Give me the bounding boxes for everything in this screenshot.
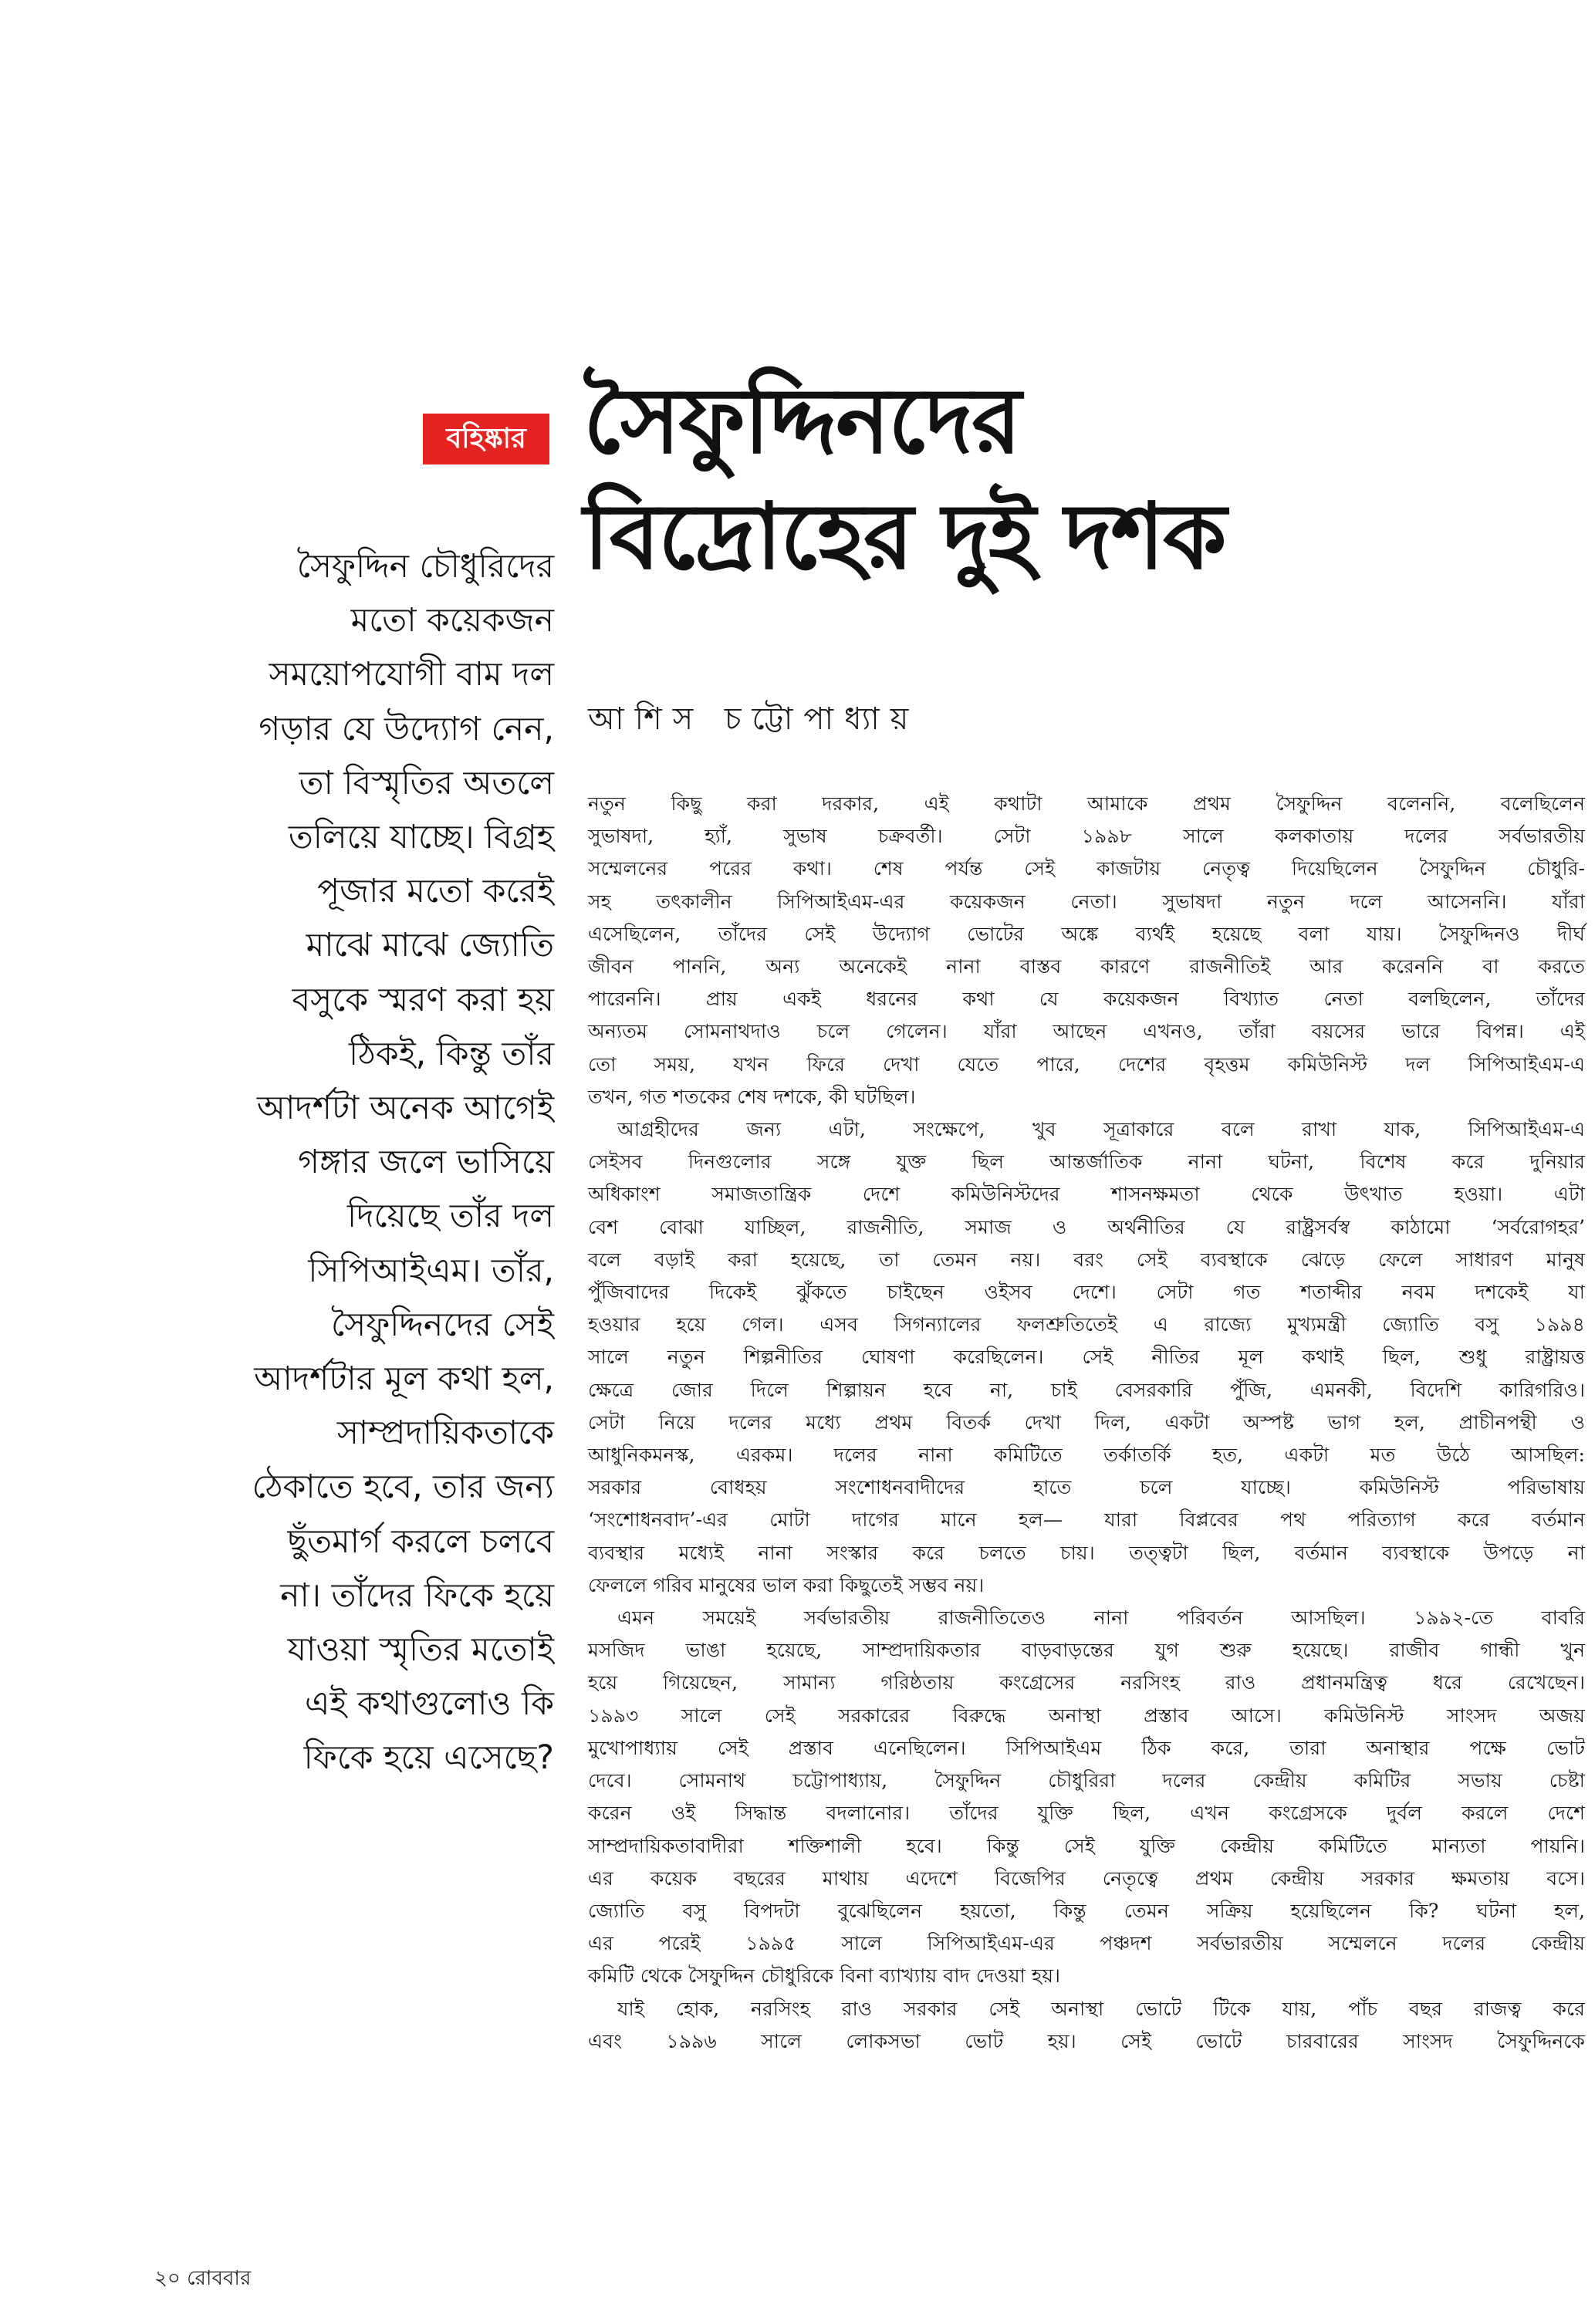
- pull-quote-line: আদর্শটার মূল কথা হল,: [254, 1360, 554, 1399]
- pull-quote-line: দিয়েছে তাঁর দল: [346, 1197, 554, 1236]
- pull-quote-line: পূজার মতো করেই: [317, 873, 554, 911]
- pull-quote-line: ছুঁতমার্গ করলে চলবে: [287, 1522, 554, 1561]
- pull-quote-line: মাঝে মাঝে জ্যোতি: [306, 927, 554, 965]
- article-line: ‘সংশোধনবাদ’-এর মোটা দাগের মানে হল— যারা বিপ্লবের পথ পরিত্যাগ করে বর্তমান: [588, 1508, 1585, 1532]
- article-line: এর কয়েক বছরের মাথায় এদেশে বিজেপির নেতৃত্বে প্রথম কেন্দ্রীয় সরকার ক্ষমতায় বসে।: [588, 1866, 1585, 1890]
- pull-quote-line: বসুকে স্মরণ করা হয়: [292, 981, 554, 1019]
- article-line: পারেননি। প্রায় একই ধরনের কথা যে কয়েকজন বিখ্যাত নেতা বলছিলেন, তাঁদের: [588, 988, 1585, 1011]
- pull-quote-line: সৈফুদ্দিন চৌধুরিদের: [296, 548, 554, 586]
- article-line: এবং ১৯৯৬ সালে লোকসভা ভোট হয়। সেই ভোটে চারবারের সাংসদ সৈফুদ্দিনকে: [588, 2029, 1585, 2052]
- pull-quote-line: গঙ্গার জলে ভাসিয়ে: [298, 1143, 554, 1182]
- article-line: সালে নতুন শিল্পনীতির ঘোষণা করেছিলেন। সেই নীতির মূল কথাই ছিল, শুধু রাষ্ট্রায়ত্ত: [588, 1346, 1585, 1369]
- article-line: আগ্রহীদের জন্য এটা, সংক্ষেপে, খুব সূত্রাকারে বলে রাখা যাক, সিপিআইএম-এ: [617, 1118, 1585, 1141]
- article-line: ১৯৯৩ সালে সেই সরকারের বিরুদ্ধে অনাস্থা প্রস্তাব আসে। কমিউনিস্ট সাংসদ অজয়: [588, 1704, 1585, 1727]
- pull-quote-line: সময়োপযোগী বাম দল: [269, 656, 554, 694]
- article-line: নতুন কিছু করা দরকার, এই কথাটা আমাকে প্রথম সৈফুদ্দিন বলেননি, বলেছিলেন: [588, 792, 1585, 815]
- article-line: ব্যবস্থার মধ্যেই নানা সংস্কার করে চলতে চায়। তত্ত্বটা ছিল, বর্তমান ব্যবস্থাকে উপড়ে না: [588, 1541, 1585, 1564]
- article-line: সেটা নিয়ে দলের মধ্যে প্রথম বিতর্ক দেখা দিল, একটা অস্পষ্ট ভাগ হল, প্রাচীনপন্থী ও: [588, 1410, 1585, 1434]
- article-line: আধুনিকমনস্ক, এরকম। দলের নানা কমিটিতে তর্কাতর্কি হত, একটা মত উঠে আসছিল:: [588, 1444, 1585, 1467]
- pull-quote-line: সাম্প্রদায়িকতাকে: [336, 1414, 554, 1453]
- pull-quote-line: ঠিকই, কিন্তু তাঁর: [348, 1035, 554, 1073]
- pull-quote: [131, 540, 554, 1786]
- article-line: এর পরেই ১৯৯৫ সালে সিপিআইএম-এর পঞ্চদশ সর্বভারতীয় সম্মেলনে দলের কেন্দ্রীয়: [588, 1932, 1585, 1955]
- pull-quote-line: এই কথাগুলোও কি: [305, 1685, 554, 1724]
- article-line: বেশ বোঝা যাচ্ছিল, রাজনীতি, সমাজ ও অর্থনীতির যে রাষ্ট্রসর্বস্ব কাঠামো ‘সর্বরোগহর’: [588, 1215, 1585, 1238]
- headline-line: বিদ্রোহের দুই দশক: [583, 482, 1225, 589]
- page-folio: ২০ রোববার: [154, 2267, 252, 2290]
- article-line: করেন ওই সিদ্ধান্ত বদলানোর। তাঁদের যুক্তি ছিল, এখন কংগ্রেসকে দুর্বল করলে দেশে: [588, 1802, 1585, 1825]
- pull-quote-line: সৈফুদ্দিনদের সেই: [330, 1306, 554, 1344]
- article-line: জ্যোতি বসু বিপদটা বুঝেছিলেন হয়তো, কিন্তু তেমন সক্রিয় হয়েছিলেন কি? ঘটনা হল,: [588, 1899, 1585, 1922]
- article-line: দেবে। সোমনাথ চট্টোপাধ্যায়, সৈফুদ্দিন চৌধুরিরা দলের কেন্দ্রীয় কমিটির সভায় চেষ্টা: [588, 1769, 1585, 1792]
- pull-quote-line: ঠেকাতে হবে, তার জন্য: [252, 1468, 554, 1507]
- article-line: সেইসব দিনগুলোর সঙ্গে যুক্ত ছিল আন্তর্জাতিক নানা ঘটনা, বিশেষ করে দুনিয়ার: [588, 1150, 1585, 1174]
- pull-quote-line: তা বিস্মৃতির অতলে: [299, 764, 554, 802]
- article-line: সম্মেলনের পরের কথা। শেষ পর্যন্ত সেই কাজটায় নেতৃত্ব দিয়েছিলেন সৈফুদ্দিন চৌধুরি-: [588, 857, 1585, 880]
- article-line: এসেছিলেন, তাঁদের সেই উদ্যোগ ভোটের অঙ্কে ব্যর্থই হয়েছে বলা যায়। সৈফুদ্দিনও দীর্ঘ: [588, 922, 1585, 945]
- pull-quote-line: সিপিআইএম। তাঁর,: [308, 1252, 554, 1290]
- article-line: মুখোপাধ্যায় সেই প্রস্তাব এনেছিলেন। সিপিআইএম ঠিক করে, তারা অনাস্থার পক্ষে ভোট: [588, 1736, 1585, 1759]
- headline: [583, 363, 1579, 594]
- article-line: যাই হোক, নরসিংহ রাও সরকার সেই অনাস্থা ভোটে টিকে যায়, পাঁচ বছর রাজত্ব করে: [617, 1997, 1585, 2020]
- pull-quote-line: ফিকে হয়ে এসেছে?: [303, 1739, 554, 1778]
- article-line: অন্যতম সোমনাথদাও চলে গেলেন। যাঁরা আছেন এখনও, তাঁরা বয়সের ভারে বিপন্ন। এই: [588, 1020, 1585, 1043]
- article-body: [588, 788, 1585, 2058]
- article-line: হওয়ার হয়ে গেল। এসব সিগন্যালের ফলশ্রুতিতেই এ রাজ্যে মুখ্যমন্ত্রী জ্যোতি বসু ১৯৯৪: [588, 1313, 1585, 1336]
- headline-line: সৈফুদ্দিনদের: [583, 367, 1020, 474]
- pull-quote-line: আদর্শটা অনেক আগেই: [256, 1089, 554, 1128]
- article-line: মসজিদ ভাঙা হয়েছে, সাম্প্রদায়িকতার বাড়বাড়ন্তের যুগ শুরু হয়েছে। রাজীব গান্ধী খুন: [588, 1639, 1585, 1662]
- byline: আশিস চট্টোপাধ্যায়: [588, 701, 920, 737]
- article-line: জীবন পাননি, অন্য অনেকেই নানা বাস্তব কারণে রাজনীতিই আর করেননি বা করতে: [588, 955, 1585, 978]
- article-line: সরকার বোধহয় সংশোধনবাদীদের হাতে চলে যাচ্ছে। কমিউনিস্ট পরিভাষায়: [588, 1476, 1585, 1499]
- pull-quote-line: মতো কয়েকজন: [350, 602, 554, 640]
- pull-quote-line: যাওয়া স্মৃতির মতোই: [287, 1631, 554, 1670]
- article-line: তখন, গত শতকের শেষ দশকে, কী ঘটছিল।: [588, 1085, 916, 1108]
- article-line: হয়ে গিয়েছেন, সামান্য গরিষ্ঠতায় কংগ্রেসের নরসিংহ রাও প্রধানমন্ত্রিত্ব ধরে রেখেছেন।: [588, 1671, 1585, 1694]
- article-line: ক্ষেত্রে জোর দিলে শিল্পায়ন হবে না, চাই বেসরকারি পুঁজি, এমনকী, বিদেশি কারিগরিও।: [588, 1378, 1585, 1401]
- pull-quote-line: তলিয়ে যাচ্ছে। বিগ্রহ: [288, 819, 554, 857]
- article-line: অধিকাংশ সমাজতান্ত্রিক দেশে কমিউনিস্টদের শাসনক্ষমতা থেকে উৎখাত হওয়া। এটা: [588, 1183, 1585, 1206]
- article-line: সুভাষদা, হ্যাঁ, সুভাষ চক্রবর্তী। সেটা ১৯৯৮ সালে কলকাতায় দলের সর্বভারতীয়: [588, 825, 1585, 848]
- article-line: পুঁজিবাদের দিকেই ঝুঁকতে চাইছেন ওইসব দেশে। সেটা গত শতাব্দীর নবম দশকেই যা: [588, 1281, 1585, 1304]
- pull-quote-line: না। তাঁদের ফিকে হয়ে: [280, 1576, 554, 1615]
- article-line: ফেললে গরিব মানুষের ভাল করা কিছুতেই সম্ভব নয়।: [588, 1573, 985, 1596]
- article-line: বলে বড়াই করা হয়েছে, তা তেমন নয়। বরং সেই ব্যবস্থাকে ঝেড়ে ফেলে সাধারণ মানুষ: [588, 1248, 1585, 1271]
- article-line: এমন সময়েই সর্বভারতীয় রাজনীতিতেও নানা পরিবর্তন আসছিল। ১৯৯২-তে বাবরি: [617, 1606, 1585, 1630]
- article-line: কমিটি থেকে সৈফুদ্দিন চৌধুরিকে বিনা ব্যাখ্যায় বাদ দেওয়া হয়।: [588, 1964, 1061, 1988]
- section-tag: বহিষ্কার: [423, 414, 549, 464]
- article-line: সহ তৎকালীন সিপিআইএম-এর কয়েকজন নেতা। সুভাষদা নতুন দলে আসেননি। যাঁরা: [588, 890, 1585, 913]
- pull-quote-line: গড়ার যে উদ্যোগ নেন,: [259, 710, 554, 748]
- article-line: তো সময়, যখন ফিরে দেখা যেতে পারে, দেশের বৃহত্তম কমিউনিস্ট দল সিপিআইএম-এ: [588, 1052, 1585, 1076]
- article-line: সাম্প্রদায়িকতাবাদীরা শক্তিশালী হবে। কিন্তু সেই যুক্তি কেন্দ্রীয় কমিটিতে মান্যতা পায়নি।: [588, 1834, 1585, 1857]
